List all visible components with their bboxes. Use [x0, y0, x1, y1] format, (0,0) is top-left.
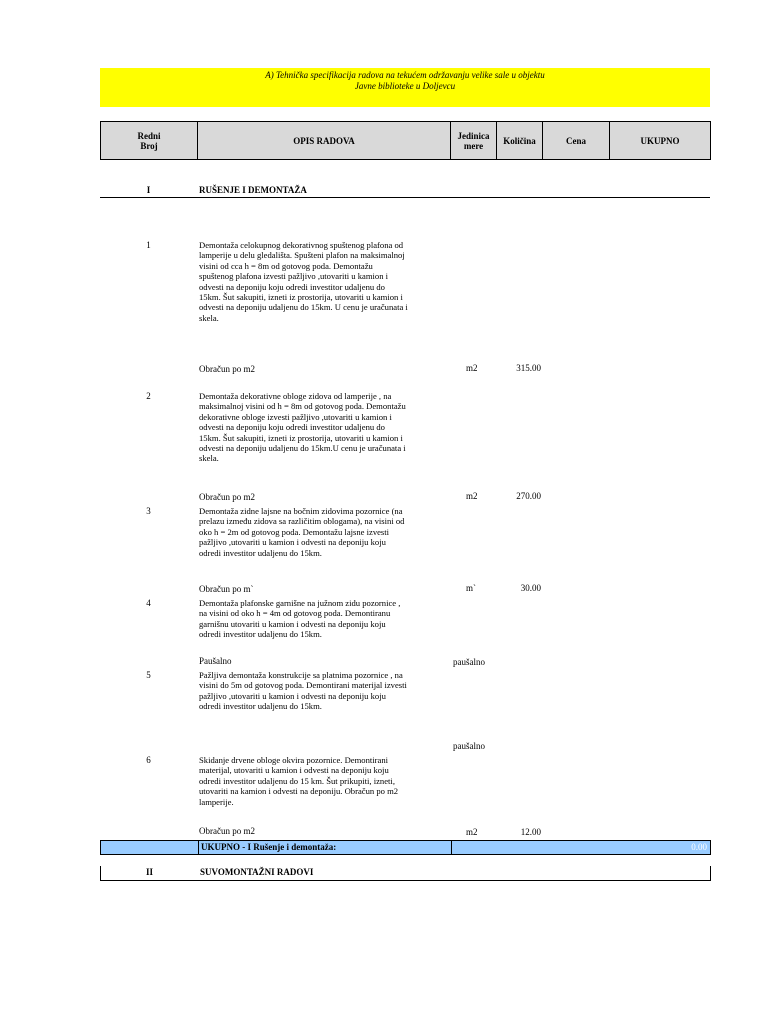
header-opis-radova [198, 122, 451, 159]
desc-line: utovariti na kamion i odvesti na deponiju. Obračun po m2 [199, 786, 399, 797]
section-2-number: II [145, 867, 153, 877]
item-1-number: 1 [146, 240, 151, 250]
desc-line: pažljivo ,utovariti u kamion i odvesti na deponiju koju [199, 690, 386, 701]
desc-line: odvesti na deponiju udaljenu do 15km. U cenu je uračunata i [199, 302, 408, 313]
header-redni-label: Redni [137, 130, 161, 141]
item-3-qty: 30.00 [520, 583, 541, 593]
header-ukupno [610, 122, 710, 159]
item-3-unit: m` [466, 583, 476, 593]
header-opis-label: OPIS RADOVA [293, 135, 355, 146]
item-6-calc: Obračun po m2 [199, 826, 255, 836]
header-mere-label: mere [463, 140, 484, 151]
item-5-unit: paušalno [453, 741, 485, 751]
header-ukupno-label: UKUPNO [640, 135, 680, 146]
desc-line: 15km. Šut sakupiti, izneti iz prostorija, utovariti u kamion i [199, 292, 403, 303]
desc-line: lamperije. [199, 796, 234, 807]
item-2-calc: Obračun po m2 [199, 492, 255, 502]
desc-line: garnišnu utovariti u kamion i odvesti na deponiju koju [199, 618, 386, 629]
desc-line: pažljivo ,utovariti u kamion i odvesti na deponiju koju [199, 537, 386, 548]
header-cena [543, 122, 610, 159]
desc-line: na visini od oko h = 4m od gotovog poda. Demontiranu [199, 608, 391, 619]
section-2-title: SUVOMONTAŽNI RADOVI [200, 867, 314, 877]
item-2-description [199, 391, 451, 464]
section-1-total-value: 0.00 [691, 842, 707, 852]
desc-line: prelazu između zidova sa različitim oblogama), na visini od [199, 516, 405, 527]
desc-line: materijal, utovariti u kamion i odvesti na deponiju koju [199, 765, 389, 776]
section-2-row [100, 866, 711, 881]
total-divider [451, 841, 452, 854]
desc-line: visini do 5m od gotovog poda. Demontirani materijal izvesti [199, 680, 407, 691]
header-jedinica-label: Jedinica [457, 130, 490, 141]
header-kolicina [497, 122, 543, 159]
item-2-number: 2 [146, 391, 151, 401]
item-4-number: 4 [146, 598, 151, 608]
item-1-qty: 315.00 [516, 363, 541, 373]
desc-line: skela. [199, 453, 219, 464]
item-1-calc: Obračun po m2 [199, 364, 255, 374]
header-redni-broj [101, 122, 198, 159]
desc-line: Skidanje drvene obloge okvira pozornice. Demontirani [199, 755, 389, 765]
header-cena-label: Cena [566, 135, 586, 146]
desc-line: spuštenog plafona izvesti pažljivo ,utovariti u kamion i [199, 271, 389, 282]
desc-line: Demontaža zidne lajsne na bočnim zidovima pozornice (na [199, 506, 403, 516]
desc-line: odvesti na deponiju koju odredi investitor udaljenu do [199, 422, 385, 433]
table-header [100, 121, 711, 160]
item-2-qty: 270.00 [516, 491, 541, 501]
desc-line: Demontaža celokupnog dekorativnog spuštenog plafona od [199, 240, 404, 250]
desc-line: odvesti na deponiju udaljenu do 15km.U cenu je uračunata i [199, 443, 406, 454]
section-1-total-row [100, 840, 711, 855]
desc-line: Demontaža dekorativne obloge zidova od lamperije , na [199, 391, 392, 401]
desc-line: odredi investitor udaljenu do 15km. [199, 547, 322, 558]
header-kolicina-label: Količina [503, 135, 536, 146]
item-5-description [199, 670, 451, 712]
title-banner [100, 68, 710, 107]
item-3-number: 3 [146, 506, 151, 516]
item-6-number: 6 [146, 755, 151, 765]
item-2-unit: m2 [466, 491, 478, 501]
desc-line: oko h = 2m od gotovog poda. Demontažu lajsne izvesti [199, 526, 390, 537]
desc-line: lamperije u delu gledališta. Spušteni plafon na maksimalnoj [199, 250, 405, 261]
desc-line: odvesti na deponiju koju odredi investitor udaljenu do [199, 281, 385, 292]
item-3-calc: Obračun po m` [199, 584, 254, 594]
desc-line: dekorativne obloge izvesti pažljivo ,utovariti u kamion i [199, 411, 392, 422]
item-1-unit: m2 [466, 363, 478, 373]
section-1-total-label: UKUPNO - I Rušenje i demontaža: [201, 842, 337, 852]
desc-line: Pažljiva demontaža konstrukcije sa platnima pozornice , na [199, 670, 403, 680]
item-6-description [199, 755, 451, 807]
item-5-number: 5 [146, 670, 151, 680]
section-1-divider [100, 197, 710, 198]
item-4-description [199, 598, 451, 640]
desc-line: visini od cca h = 8m od gotovog poda. Demontažu [199, 260, 373, 271]
desc-line: odredi investitor udaljenu do 15 km. Šut prikupiti, izneti, [199, 775, 395, 786]
desc-line: skela. [199, 312, 219, 323]
item-4-calc: Paušalno [199, 656, 232, 666]
title-line-2: Javne biblioteke u Doljevcu [354, 81, 456, 91]
item-4-unit: paušalno [453, 657, 485, 667]
section-1-title: RUŠENJE I DEMONTAŽA [199, 185, 307, 195]
header-broj-label: Broj [140, 140, 158, 151]
desc-line: Demontaža plafonske garnišne na južnom zidu pozornice , [199, 598, 401, 608]
desc-line: maksimalnoj visini od h = 8m od gotovog poda. Demontažu [199, 401, 406, 412]
desc-line: 15km. Šut sakupiti, izneti iz prostorija, utovariti u kamion i [199, 432, 403, 443]
item-6-unit: m2 [466, 827, 478, 837]
desc-line: odredi investitor udaljenu do 15km. [199, 629, 322, 640]
total-divider [198, 841, 199, 854]
title-line-1: A) Tehnička specifikacija radova na tekućem održavanju velike sale u objektu [265, 70, 545, 80]
section-1-number: I [146, 185, 151, 195]
item-1-description [199, 240, 451, 323]
item-6-qty: 12.00 [520, 827, 541, 837]
desc-line: odredi investitor udaljenu do 15km. [199, 701, 322, 712]
item-3-description [199, 506, 451, 558]
header-jedinica-mere [451, 122, 497, 159]
